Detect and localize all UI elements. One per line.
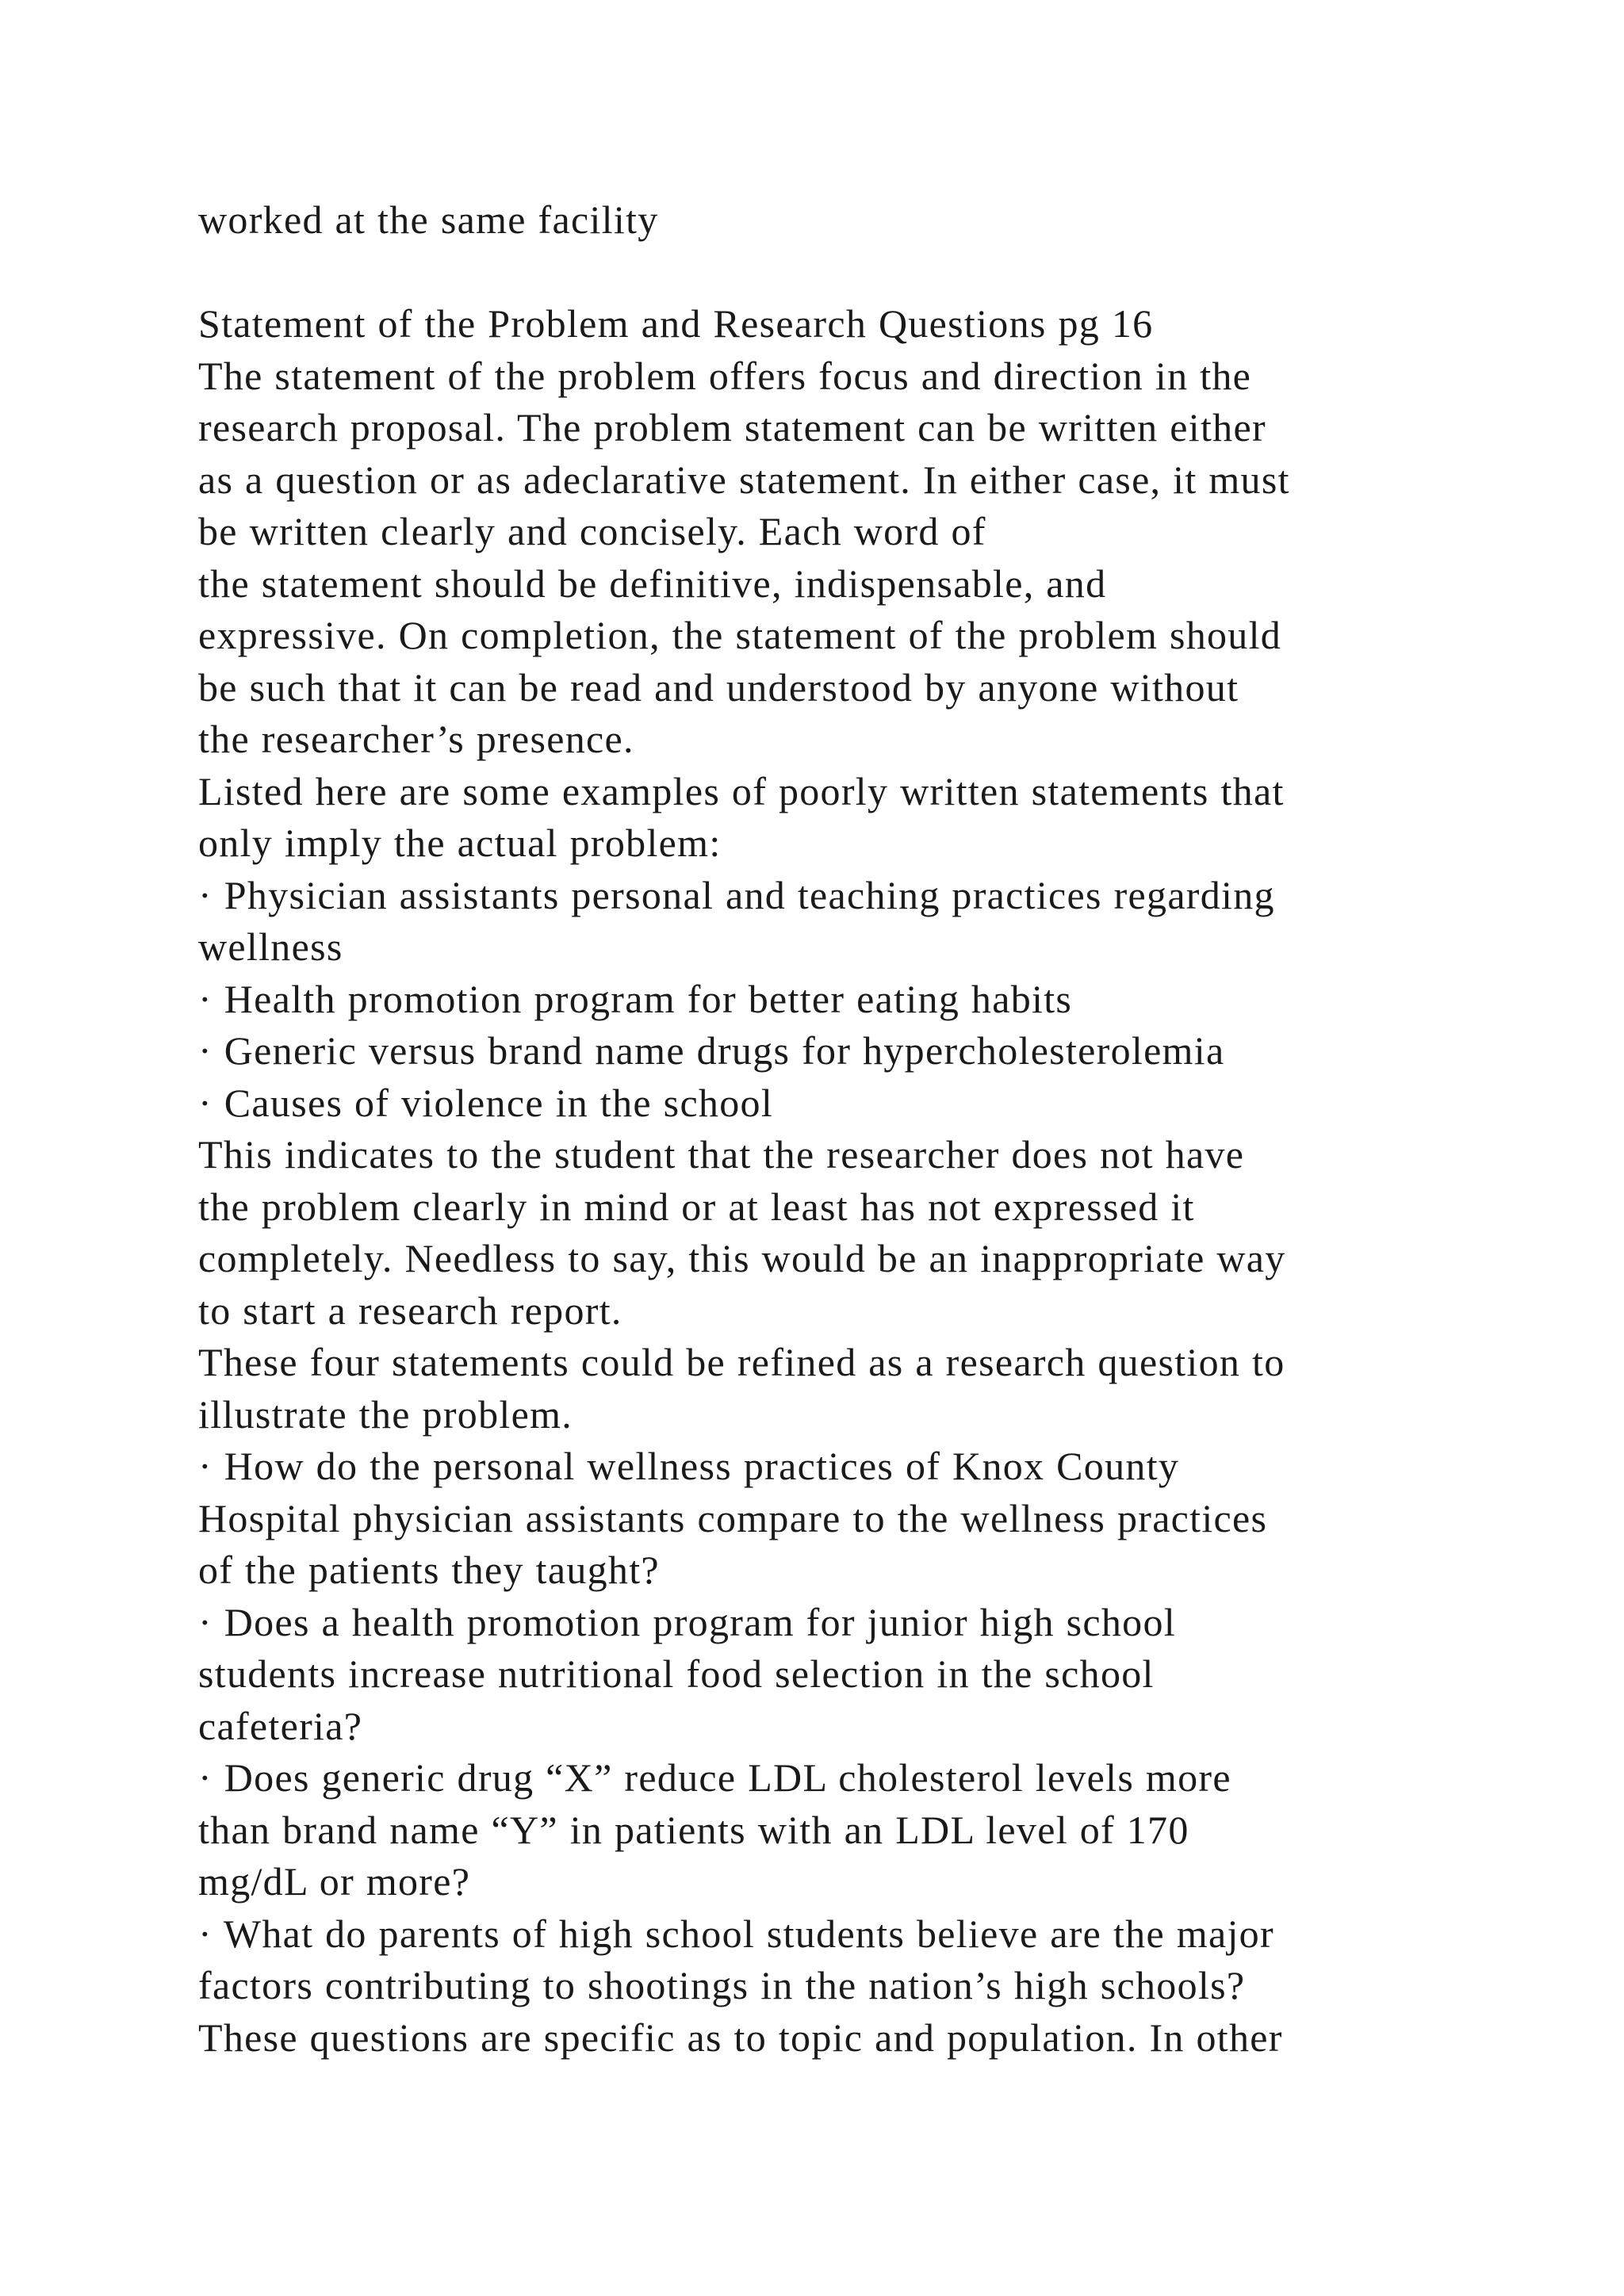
opening-line: worked at the same facility	[198, 197, 659, 242]
bullet-line: · How do the personal wellness practices of Knox County	[198, 1444, 1180, 1488]
text-line: of the patients they taught?	[198, 1548, 660, 1592]
paragraph-gap	[198, 247, 1483, 299]
text-line: This indicates to the student that the researcher does not have	[198, 1132, 1245, 1177]
text-line: students increase nutritional food selection in the school	[198, 1651, 1155, 1696]
text-line: only imply the actual problem:	[198, 821, 722, 865]
section-heading: Statement of the Problem and Research Questions pg 16	[198, 301, 1154, 346]
document-text	[198, 194, 1483, 2064]
text-line: the problem clearly in mind or at least has not expressed it	[198, 1184, 1195, 1229]
bullet-line: · Physician assistants personal and teaching practices regarding	[198, 872, 1275, 917]
text-line: as a question or as adeclarative statement. In either case, it must	[198, 457, 1290, 502]
text-line: Hospital physician assistants compare to the wellness practices	[198, 1495, 1268, 1540]
text-line: the researcher’s presence.	[198, 717, 634, 761]
bullet-line: · Health promotion program for better eating habits	[198, 976, 1073, 1021]
text-line: factors contributing to shootings in the nation’s high schools?	[198, 1963, 1246, 2007]
text-line: mg/dL or more?	[198, 1859, 471, 1904]
text-line: to start a research report.	[198, 1288, 622, 1333]
bullet-line: · Does a health promotion program for junior high school	[198, 1599, 1176, 1644]
bullet-line: · Does generic drug “X” reduce LDL cholesterol levels more	[198, 1755, 1231, 1800]
text-line: illustrate the problem.	[198, 1391, 573, 1437]
text-line: than brand name “Y” in patients with an LDL level of 170	[198, 1807, 1189, 1852]
text-line: Listed here are some examples of poorly written statements that	[198, 768, 1285, 813]
text-line: These questions are specific as to topic and population. In other	[198, 2015, 1283, 2060]
text-line: expressive. On completion, the statement of the problem should	[198, 613, 1282, 657]
bullet-line: · Causes of violence in the school	[198, 1080, 774, 1125]
text-line: research proposal. The problem statement can be written either	[198, 405, 1266, 450]
bullet-line: · What do parents of high school students believe are the major	[198, 1911, 1274, 1956]
text-line: completely. Needless to say, this would be an inappropriate way	[198, 1236, 1286, 1280]
text-line: wellness	[198, 924, 343, 969]
text-line: be written clearly and concisely. Each word of	[198, 509, 986, 553]
text-line: These four statements could be refined as a research question to	[198, 1340, 1285, 1384]
text-line: cafeteria?	[198, 1703, 363, 1748]
text-line: the statement should be definitive, indispensable, and	[198, 561, 1107, 606]
text-line: The statement of the problem offers focus and direction in the	[198, 353, 1252, 398]
text-line: be such that it can be read and understood by anyone without	[198, 664, 1239, 710]
bullet-line: · Generic versus brand name drugs for hypercholesterolemia	[198, 1028, 1225, 1073]
